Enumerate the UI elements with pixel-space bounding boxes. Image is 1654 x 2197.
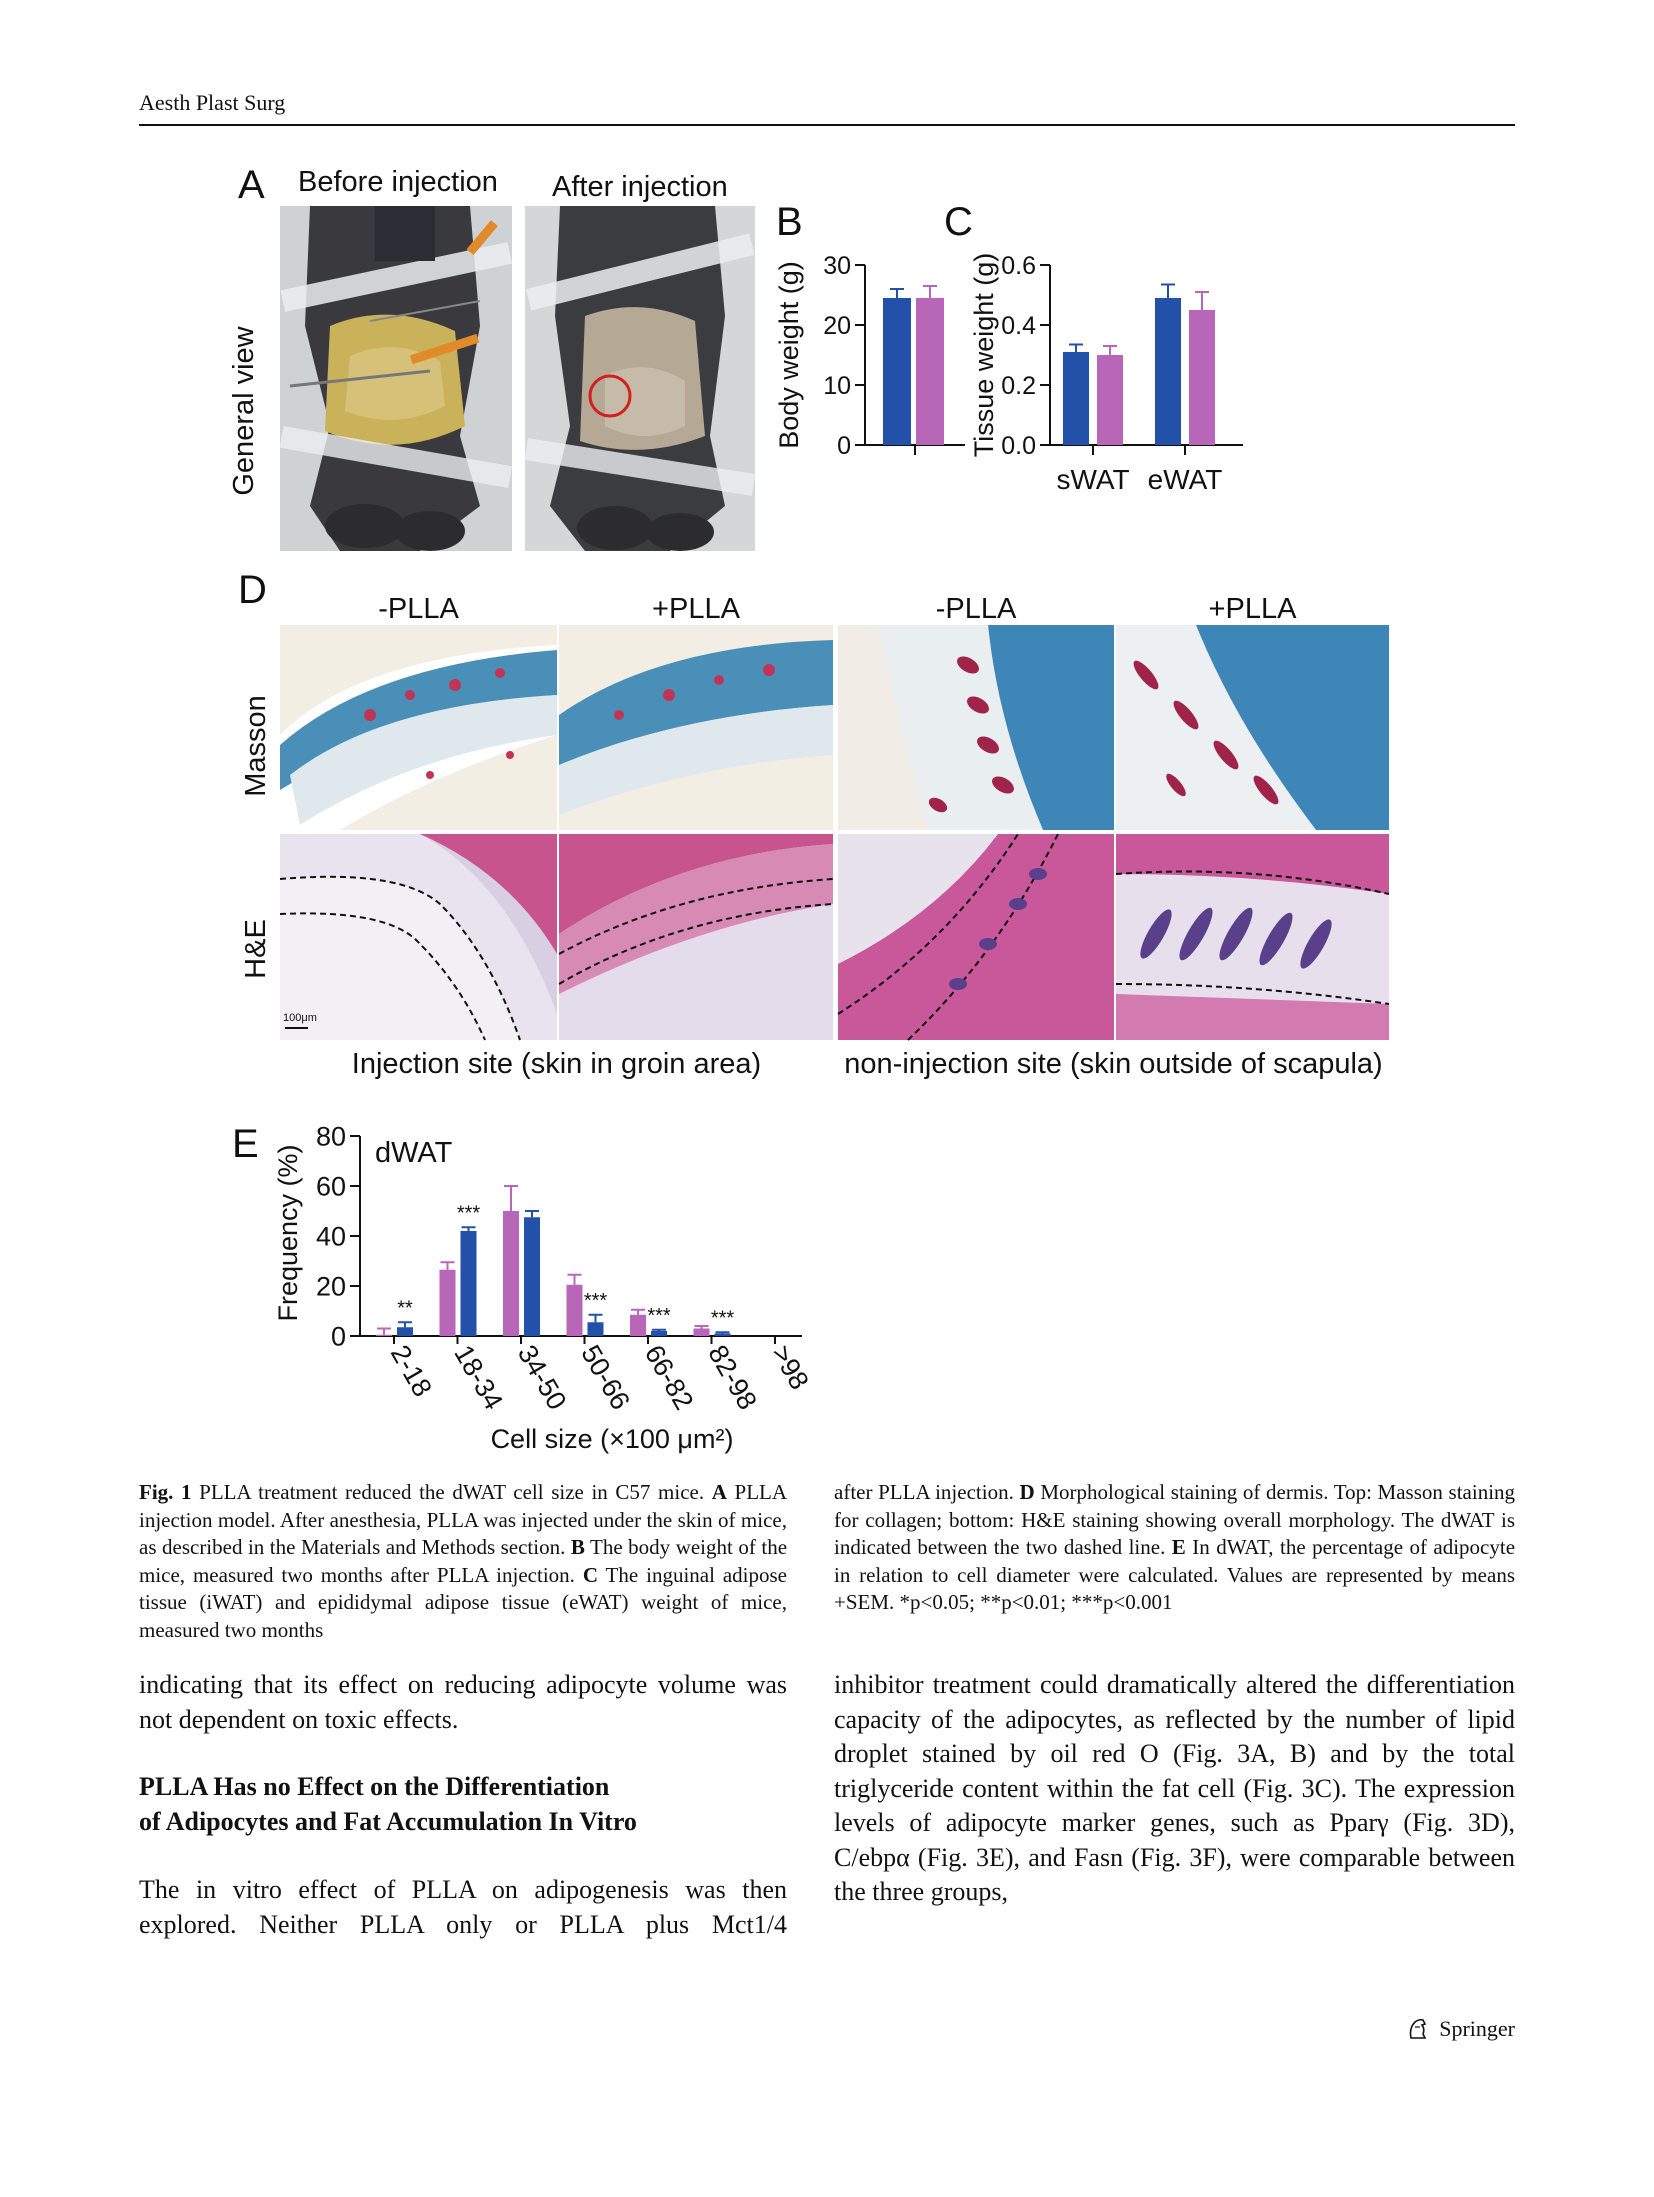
row-label-he: H&E	[240, 919, 272, 979]
section-heading-line-1: PLLA Has no Effect on the Differentiation	[139, 1772, 610, 1801]
chart-c-xtick-label: sWAT	[1056, 464, 1130, 495]
chart-e-0-0-bar	[376, 1335, 392, 1336]
chart-e-ytick-label: 80	[315, 1121, 346, 1152]
chart-b-bars	[883, 286, 944, 445]
publisher-footer	[1405, 2016, 1515, 2042]
chart-c-ytick-label: 0.2	[1001, 372, 1036, 400]
section-heading	[139, 1770, 787, 1839]
chart-b-ytick-label: 0	[837, 432, 851, 460]
chart-e-xlabel: Cell size (×100 μm²)	[490, 1424, 734, 1454]
chart-c-xtick-label: eWAT	[1147, 464, 1223, 495]
chart-e-ytick-label: 20	[315, 1271, 346, 1302]
caption-a-text: PLLA injection model. After anesthesia, PLLA was injected under the skin of mice, as described in the Materials and Methods section.	[139, 1480, 788, 1559]
caption-e-letter: E	[1171, 1535, 1186, 1559]
caption-intro: PLLA treatment reduced the dWAT cell size in C57 mice.	[199, 1480, 705, 1504]
scale-bar-label: 100μm	[283, 1012, 317, 1024]
chart-e-5-1-bar	[715, 1334, 731, 1337]
chart-e-title: dWAT	[375, 1137, 453, 1169]
caption-c-text: The inguinal adipose tissue (iWAT) and epididymal adipose tissue (eWAT) weight of mice, measured two months	[139, 1562, 788, 1642]
chart-e-significance: ***	[647, 1304, 671, 1327]
chart-b-ytick-label: 30	[823, 252, 851, 280]
chart-e-xtick-label: 18-34	[448, 1340, 509, 1415]
chart-c-ytick-label: 0.4	[1001, 312, 1036, 340]
section-heading-line-2: of Adipocytes and Fat Accumulation In Vitro	[139, 1806, 637, 1836]
chart-e-3-1-bar	[588, 1322, 604, 1336]
masson-noninjection-minus	[838, 625, 1114, 830]
chart-e-significance: ***	[710, 1307, 735, 1330]
chart-e-xtick-label: 2-18	[384, 1340, 438, 1402]
after-injection-label: After injection	[552, 171, 728, 203]
row-label-masson: Masson	[240, 695, 272, 797]
chart-b	[770, 235, 970, 480]
he-injection-minus	[280, 834, 557, 1040]
panel-c-letter: C	[944, 200, 973, 244]
caption-right	[834, 1479, 1515, 1617]
chart-e-xtick-label: >98	[765, 1340, 815, 1395]
chart-c-yticks	[1001, 252, 1050, 460]
chart-c-ytick-label: 0.6	[1001, 252, 1036, 280]
chart-e-5-0-bar	[694, 1329, 710, 1337]
caption-d-text: Morphological staining of dermis. Top: Masson staining for collagen; bottom: H&E staining showing overall morphology. The dWAT is indicated between the two dashed line.	[834, 1480, 1516, 1559]
chart-e-significance: **	[397, 1297, 413, 1320]
chart-c-bars	[1063, 285, 1215, 446]
he-injection-plus	[559, 834, 833, 1040]
chart-e-ytick-label: 0	[330, 1321, 346, 1352]
non-injection-site-label: non-injection site (skin outside of scapula)	[844, 1048, 1383, 1080]
springer-horse-icon	[1405, 2016, 1431, 2042]
chart-e-4-1-bar	[651, 1331, 667, 1336]
caption-d-letter: D	[1019, 1480, 1035, 1504]
panel-a-letter: A	[238, 163, 265, 207]
panel-e-letter: E	[232, 1122, 259, 1166]
chart-e-0-1-bar	[397, 1327, 413, 1336]
body-left-para-2: The in vitro effect of PLLA on adipogenesis was then explored. Neither PLLA only or PLLA plus Mct1/4	[139, 1875, 787, 1939]
chart-b-ytick-label: 10	[823, 372, 851, 400]
chart-c-0-0-bar	[1063, 352, 1089, 445]
he-noninjection-plus	[1116, 834, 1389, 1040]
chart-b-yticks	[823, 252, 865, 460]
body-left-para-1: indicating that its effect on reducing adipocyte volume was not dependent on toxic effects.	[139, 1670, 787, 1734]
col-label-1: -PLLA	[378, 593, 459, 625]
chart-e-yticks	[316, 1122, 360, 1352]
col-label-2: +PLLA	[652, 593, 740, 625]
chart-e-1-0-bar	[440, 1270, 456, 1336]
masson-injection-minus	[280, 625, 557, 830]
chart-c	[969, 235, 1265, 505]
general-view-label: General view	[228, 326, 260, 496]
chart-e-significance: ***	[583, 1289, 608, 1312]
chart-c-xticks	[1056, 445, 1222, 495]
panel-d-letter: D	[238, 568, 267, 612]
caption-b-letter: B	[570, 1535, 585, 1559]
chart-c-ylabel: Tissue weight (g)	[969, 252, 999, 458]
masson-injection-plus	[559, 625, 833, 830]
body-right-para: inhibitor treatment could dramatically altered the differentiation capacity of the adipocytes, as reflected by the number of lipid droplet stained by oil red O (Fig. 3A, B) and by the total triglyceride content within the fat cell (Fig. 3C). The expression levels of adipocyte marker genes, such as Pparγ (Fig. 3D), C/ebpα (Fig. 3E), and Fasn (Fig. 3F), were comparable between the three groups,	[834, 1670, 1515, 1906]
chart-e-xtick-label: 82-98	[702, 1340, 763, 1415]
chart-e-ytick-label: 60	[315, 1171, 346, 1202]
chart-e	[270, 1118, 830, 1458]
caption-a-letter: A	[711, 1480, 727, 1504]
caption-e-text: In dWAT, the percentage of adipocyte in relation to cell diameter were calculated. Values are represented by means +SEM. *p<0.05; **p<0.01; ***p<0.001	[834, 1535, 1516, 1614]
header-rule	[139, 124, 1515, 126]
chart-b-1-bar	[916, 298, 944, 445]
chart-e-2-1-bar	[524, 1217, 540, 1336]
col-label-3: -PLLA	[935, 593, 1017, 625]
publisher-name: Springer	[1439, 2016, 1515, 2041]
chart-e-3-0-bar	[567, 1285, 583, 1336]
chart-e-xtick-label: 50-66	[575, 1340, 636, 1415]
chart-e-bars	[376, 1186, 731, 1336]
caption-b-text: The body weight of the mice, measured two months after PLLA injection.	[139, 1535, 788, 1587]
chart-c-0-1-bar	[1097, 355, 1123, 445]
chart-b-ytick-label: 20	[823, 312, 851, 340]
chart-e-ytick-label: 40	[315, 1221, 346, 1252]
caption-fig-id: Fig. 1	[139, 1480, 192, 1504]
chart-e-2-0-bar	[503, 1211, 519, 1336]
photo-before-injection	[280, 206, 512, 551]
chart-e-xtick-label: 34-50	[511, 1340, 573, 1415]
chart-e-4-0-bar	[630, 1315, 646, 1336]
chart-e-xtick-label: 66-82	[638, 1340, 700, 1415]
photo-after-injection	[525, 206, 755, 551]
col-label-4: +PLLA	[1208, 593, 1297, 625]
panel-b-letter: B	[776, 200, 803, 244]
chart-e-ylabel: Frequency (%)	[273, 1144, 303, 1322]
before-injection-label: Before injection	[298, 166, 498, 198]
chart-c-1-0-bar	[1155, 298, 1181, 445]
caption-c-letter: C	[582, 1562, 598, 1587]
chart-c-1-1-bar	[1189, 310, 1215, 445]
masson-noninjection-plus	[1116, 625, 1389, 830]
injection-site-label: Injection site (skin in groin area)	[351, 1048, 762, 1080]
chart-b-ylabel: Body weight (g)	[774, 261, 804, 449]
chart-e-xticks	[385, 1336, 815, 1415]
caption-lead: after PLLA injection.	[834, 1480, 1014, 1504]
chart-c-ytick-label: 0.0	[1001, 432, 1036, 460]
caption-left	[139, 1479, 787, 1644]
chart-e-1-1-bar	[461, 1231, 477, 1336]
chart-b-0-bar	[883, 298, 911, 445]
chart-e-significance: ***	[456, 1202, 481, 1225]
he-noninjection-minus	[838, 834, 1114, 1040]
running-head: Aesth Plast Surg	[139, 90, 286, 115]
